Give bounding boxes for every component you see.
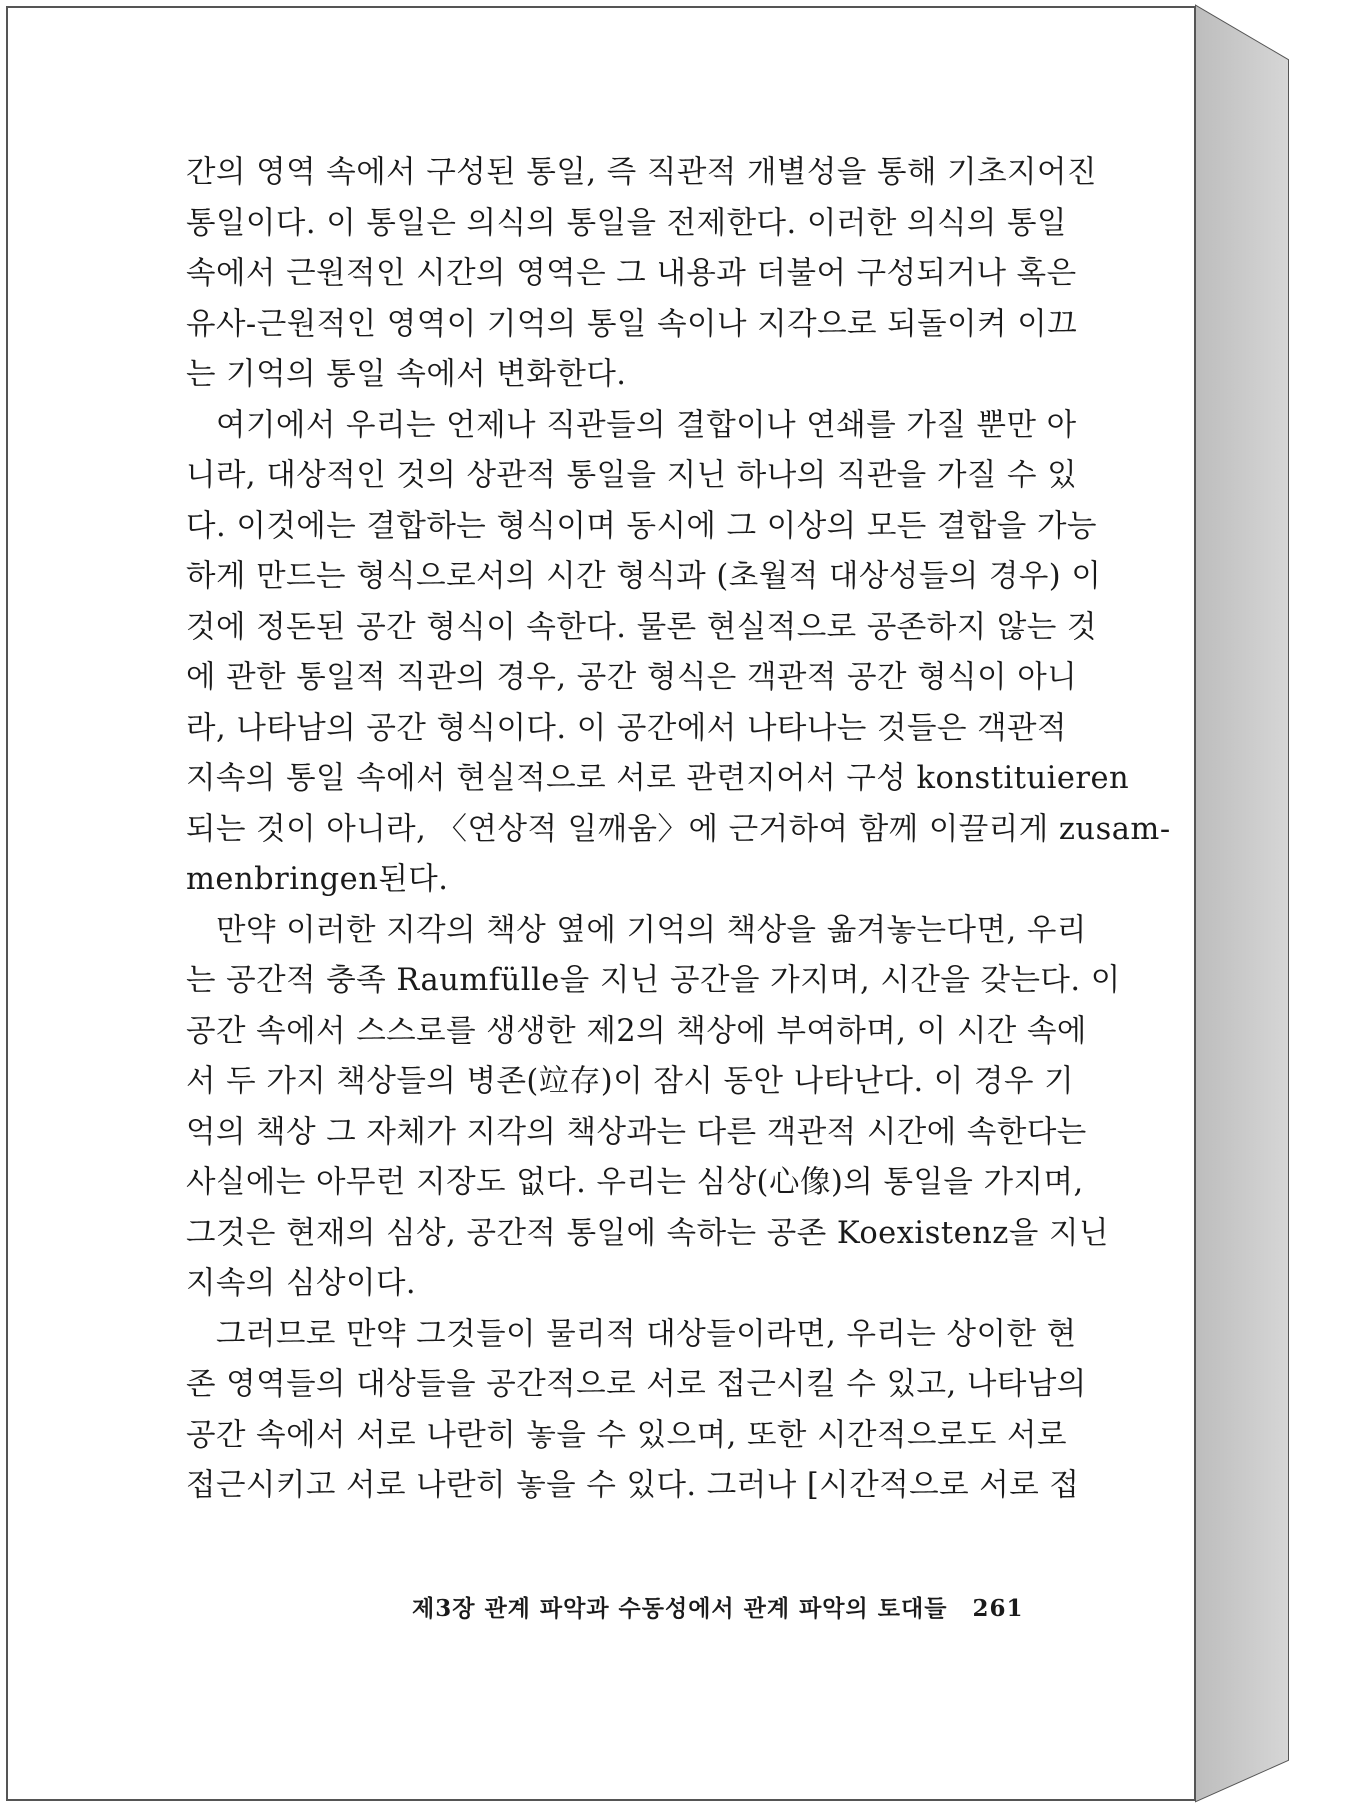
text-line: menbringen된다. — [186, 862, 449, 897]
text-line: 그러므로 만약 그것들이 물리적 대상들이라면, 우리는 상이한 현 — [216, 1316, 1077, 1352]
body-text — [186, 148, 1171, 1512]
page-footer — [412, 1590, 1032, 1623]
text-line: 접근시키고 서로 나란히 놓을 수 있다. 그러나 [시간적으로 서로 접 — [186, 1468, 1080, 1503]
text-line: 것에 정돈된 공간 형식이 속한다. 물론 현실적으로 공존하지 않는 것 — [186, 609, 1097, 645]
text-line: 서 두 가지 책상들의 병존(竝存)이 잠시 동안 나타난다. 이 경우 기 — [186, 1064, 1075, 1099]
text-line: 간의 영역 속에서 구성된 통일, 즉 직관적 개별성을 통해 기초지어진 — [186, 155, 1097, 190]
running-head: 제3장 관계 파악과 수동성에서 관계 파악의 토대들 — [412, 1595, 948, 1622]
text-line: 지속의 통일 속에서 현실적으로 서로 관련지어서 구성 konstituieren — [186, 761, 1130, 796]
text-line: 유사-근원적인 영역이 기억의 통일 속이나 지각으로 되돌이켜 이끄 — [186, 306, 1078, 342]
text-line: 속에서 근원적인 시간의 영역은 그 내용과 더불어 구성되거나 혹은 — [186, 256, 1077, 291]
text-line: 억의 책상 그 자체가 지각의 책상과는 다른 객관적 시간에 속한다는 — [186, 1114, 1087, 1150]
text-line: 에 관한 통일적 직관의 경우, 공간 형식은 객관적 공간 형식이 아니 — [186, 660, 1078, 695]
text-line: 만약 이러한 지각의 책상 옆에 기억의 책상을 옮겨놓는다면, 우리 — [216, 912, 1087, 948]
text-line: 는 공간적 충족 Raumfülle을 지닌 공간을 가지며, 시간을 갖는다. 이 — [186, 963, 1121, 998]
text-line: 그것은 현재의 심상, 공간적 통일에 속하는 공존 Koexistenz을 지닌 — [186, 1215, 1109, 1251]
text-line: 는 기억의 통일 속에서 변화한다. — [186, 357, 627, 392]
page-number: 261 — [972, 1595, 1024, 1622]
text-line: 존 영역들의 대상들을 공간적으로 서로 접근시킬 수 있고, 나타남의 — [186, 1367, 1087, 1402]
text-line: 통일이다. 이 통일은 의식의 통일을 전제한다. 이러한 의식의 통일 — [186, 205, 1067, 241]
text-line: 사실에는 아무런 지장도 없다. 우리는 심상(心像)의 통일을 가지며, — [186, 1165, 1084, 1200]
text-line: 하게 만드는 형식으로서의 시간 형식과 (초월적 대상성들의 경우) 이 — [186, 559, 1102, 594]
text-line: 라, 나타남의 공간 형식이다. 이 공간에서 나타나는 것들은 객관적 — [186, 710, 1067, 746]
text-line: 니라, 대상적인 것의 상관적 통일을 지닌 하나의 직관을 가질 수 있 — [186, 458, 1078, 493]
text-line: 다. 이것에는 결합하는 형식이며 동시에 그 이상의 모든 결합을 가능 — [186, 508, 1097, 544]
text-line: 지속의 심상이다. — [186, 1266, 417, 1301]
text-line: 되는 것이 아니라, 〈연상적 일깨움〉에 근거하여 함께 이끌리게 zusam- — [186, 811, 1171, 847]
text-line: 공간 속에서 서로 나란히 놓을 수 있으며, 또한 시간적으로도 서로 — [186, 1417, 1067, 1453]
text-line: 공간 속에서 스스로를 생생한 제2의 책상에 부여하며, 이 시간 속에 — [186, 1013, 1087, 1049]
text-line: 여기에서 우리는 언제나 직관들의 결합이나 연쇄를 가질 뿐만 아 — [216, 407, 1077, 443]
